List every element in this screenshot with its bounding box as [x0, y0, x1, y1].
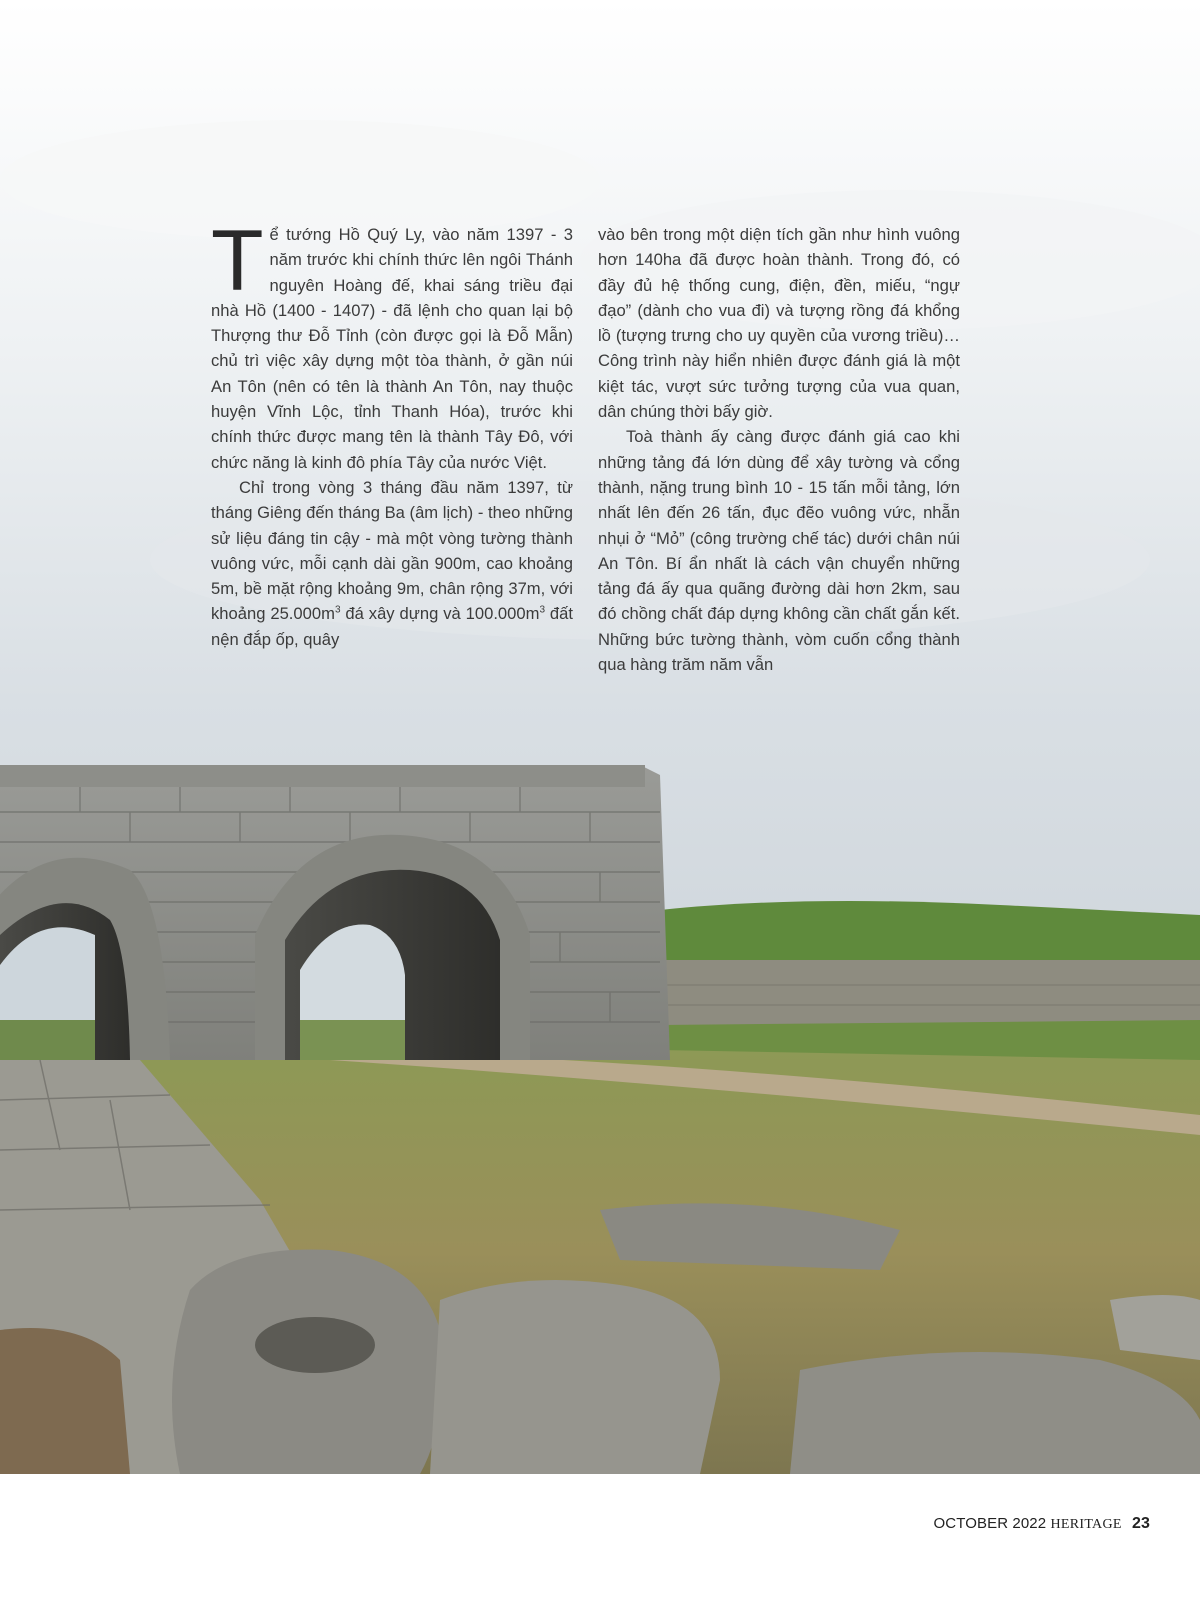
construction-text-a: Chỉ trong vòng 3 tháng đầu năm 1397, từ tháng Giêng đến tháng Ba (âm lịch) - theo những sử liệu đáng tin cậy - mà một vòng tường thành vuông vức, mỗi cạnh dài gần 900m, cao khoảng 5m, bề mặt rộng khoảng 9m, chân rộng 37m, với khoảng 25.000m: [211, 477, 573, 624]
article-column-left: [211, 213, 573, 652]
paragraph-stones: Toà thành ấy càng được đánh giá cao khi những tảng đá lớn dùng để xây tường và cổng thành, nặng trung bình 10 - 15 tấn mỗi tảng, lớn nhất lên đến 26 tấn, đục đẽo vuông vức, nhẵn nhụi ở “Mỏ” (công trường chế tác) dưới chân núi An Tôn. Bí ẩn nhất là cách vận chuyển những tảng đá ấy qua quãng đường dài hơn 2km, sau đó chồng chất đáp dựng không cần chất gắn kết. Những bức tường thành, vòm cuốn cổng thành qua hàng trăm năm vẫn: [598, 427, 960, 675]
page-number: 23: [1132, 1515, 1150, 1532]
paragraph-intro: [211, 213, 573, 475]
article-column-right: [598, 222, 960, 677]
superscript-cubed: 3: [539, 604, 546, 616]
paragraph-area: vào bên trong một diện tích gần như hình vuông hơn 140ha đã được hoàn thành. Trong đó, có đầy đủ hệ thống cung, điện, đền, miếu, “ngự đạo” (dành cho vua đi) và tượng rồng đá khổng lồ (tượng trưng cho uy quyền của vương triều)… Công trình này hiển nhiên được đánh giá là một kiệt tác, vượt sức tưởng tượng của vua quan, dân chúng thời bấy giờ.: [598, 225, 960, 422]
intro-text: ể tướng Hồ Quý Ly, vào năm 1397 - 3 năm trước khi chính thức lên ngôi Thánh nguyên Hoàng đế, khai sáng triều đại nhà Hồ (1400 - 1407) - đã lệnh cho quan lại bộ Thượng thư Đỗ Tỉnh (còn được gọi là Đỗ Mẫn) chủ trì việc xây dựng một tòa thành, ở gần núi An Tôn (nên có tên là thành An Tôn, nay thuộc huyện Vĩnh Lộc, tỉnh Thanh Hóa), trước khi chính thức được mang tên là thành Tây Đô, với chức năng là kinh đô phía Tây của nước Việt.: [211, 225, 573, 472]
issue-date: OCTOBER 2022: [933, 1515, 1047, 1532]
paragraph-construction: [211, 475, 573, 652]
construction-text-c: đất nện đắp ốp, quây: [211, 604, 573, 649]
magazine-name: HERITAGE: [1050, 1517, 1122, 1532]
construction-text-b: đá xây dựng và 100.000m: [340, 604, 540, 624]
drop-cap: T: [211, 213, 264, 309]
superscript-cubed: 3: [334, 604, 341, 616]
page-footer: [934, 1515, 1150, 1533]
